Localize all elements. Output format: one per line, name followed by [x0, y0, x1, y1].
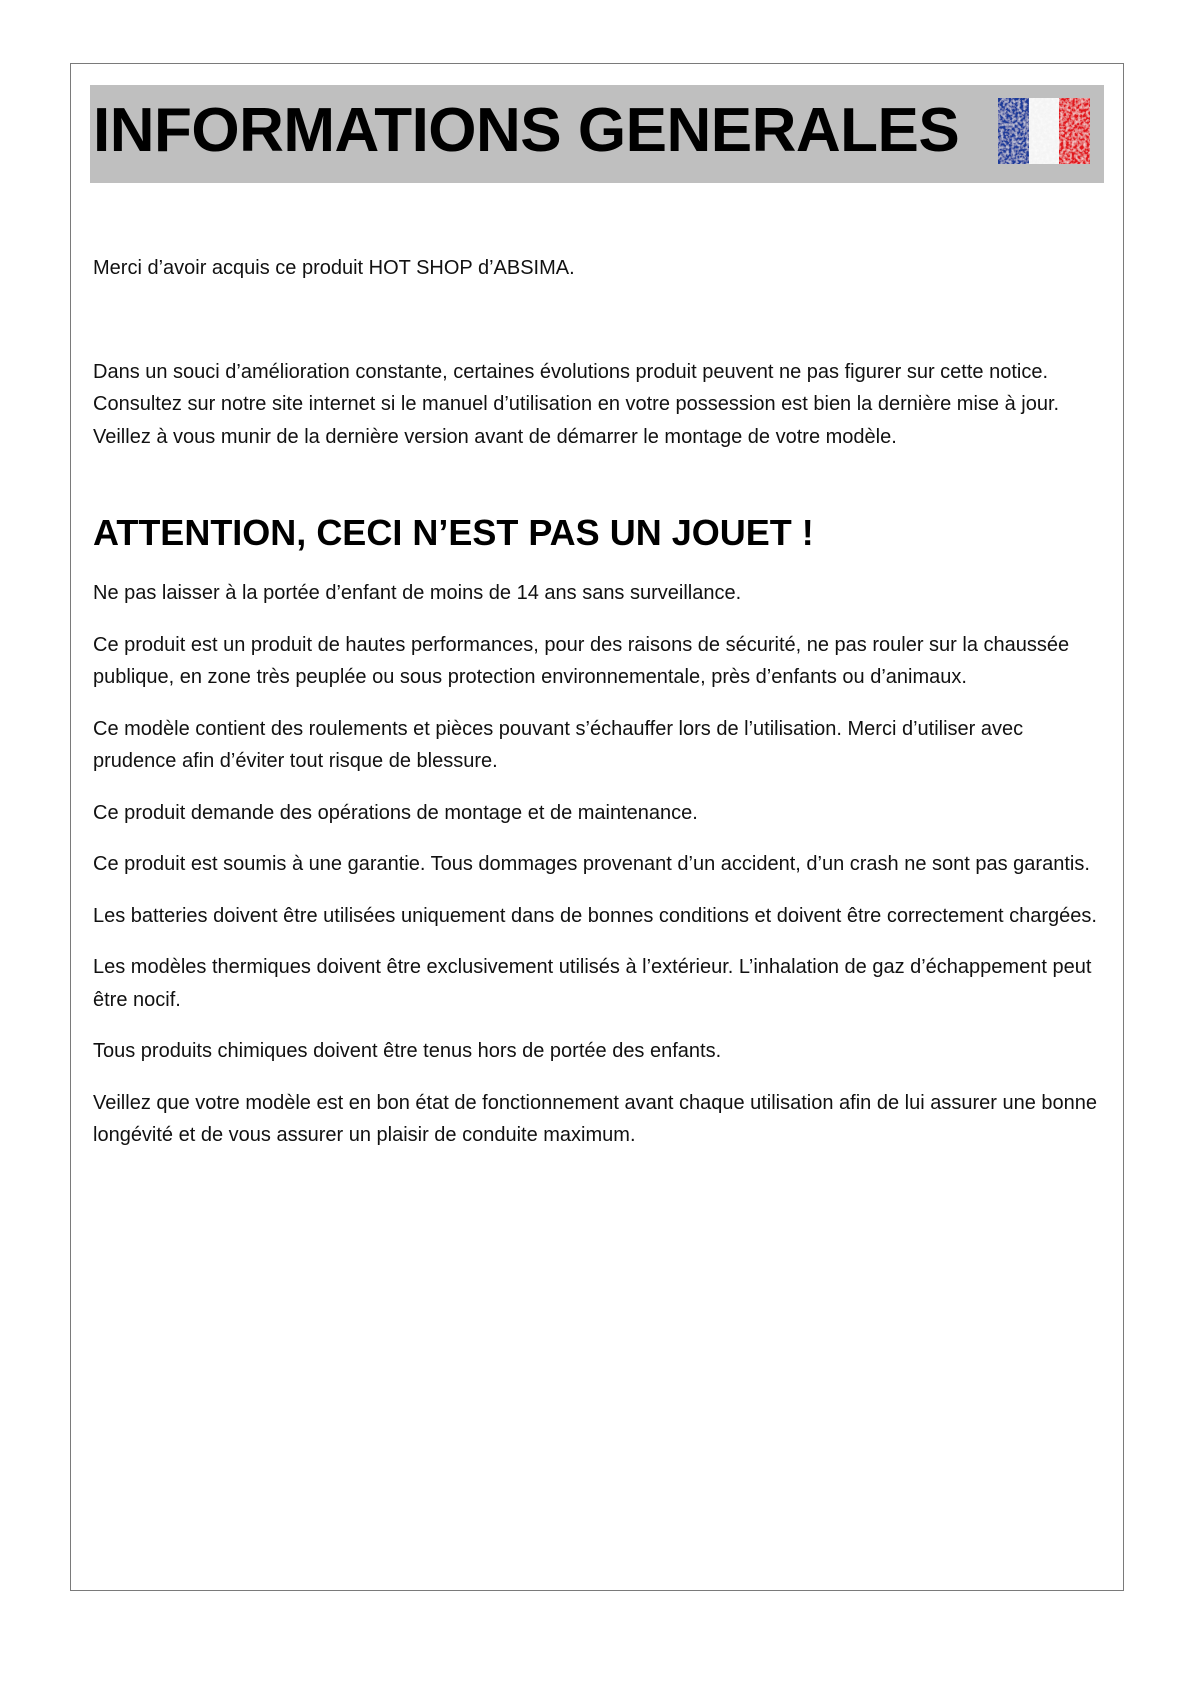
warning-item: Ne pas laisser à la portée d’enfant de moins de 14 ans sans surveillance. — [93, 582, 742, 604]
warning-item: Les batteries doivent être utilisées uniquement dans de bonnes conditions et doivent être correctement chargées. — [93, 904, 1097, 927]
warning-item: Tous produits chimiques doivent être tenus hors de portée des enfants. — [93, 1040, 722, 1062]
warning-list — [93, 577, 1103, 1152]
france-flag-icon — [998, 98, 1090, 164]
warning-item: Ce produit est un produit de hautes performances, pour des raisons de sécurité, ne pas rouler sur la chaussée publique, en zone très peuplée ou sous protection environnementale, près d’enfants ou d’animaux. — [93, 633, 1070, 688]
thanks-paragraph: Merci d’avoir acquis ce produit HOT SHOP d’ABSIMA. — [93, 257, 575, 279]
warning-item: Ce produit est soumis à une garantie. Tous dommages provenant d’un accident, d’un crash ne sont pas garantis. — [93, 853, 1090, 875]
warning-heading: ATTENTION, CECI N’EST PAS UN JOUET ! — [93, 512, 814, 553]
warning-item: Ce modèle contient des roulements et pièces pouvant s’échauffer lors de l’utilisation. Merci d’utiliser avec prudence afin d’éviter tout risque de blessure. — [93, 717, 1024, 772]
warning-item: Ce produit demande des opérations de montage et de maintenance. — [93, 801, 698, 824]
flag-white-stripe — [1029, 98, 1059, 164]
page-title: INFORMATIONS GENERALES — [93, 96, 960, 165]
content-body — [93, 252, 1103, 1171]
warning-item: Les modèles thermiques doivent être exclusivement utilisés à l’extérieur. L’inhalation de gaz d’échappement peut être nocif. — [93, 956, 1092, 1011]
update-notice-paragraph: Dans un souci d’amélioration constante, certaines évolutions produit peuvent ne pas figurer sur cette notice. Consultez sur notre site internet si le manuel d’utilisation en votre possession est bien la dernière mise à jour. Veillez à vous munir de la dernière version avant de démarrer le montage de votre modèle. — [93, 360, 1060, 448]
flag-blue-stripe — [998, 98, 1029, 164]
warning-item: Veillez que votre modèle est en bon état de fonctionnement avant chaque utilisation afin de lui assurer une bonne longévité et de vous assurer un plaisir de conduite maximum. — [93, 1091, 1098, 1146]
flag-red-stripe — [1059, 98, 1090, 164]
